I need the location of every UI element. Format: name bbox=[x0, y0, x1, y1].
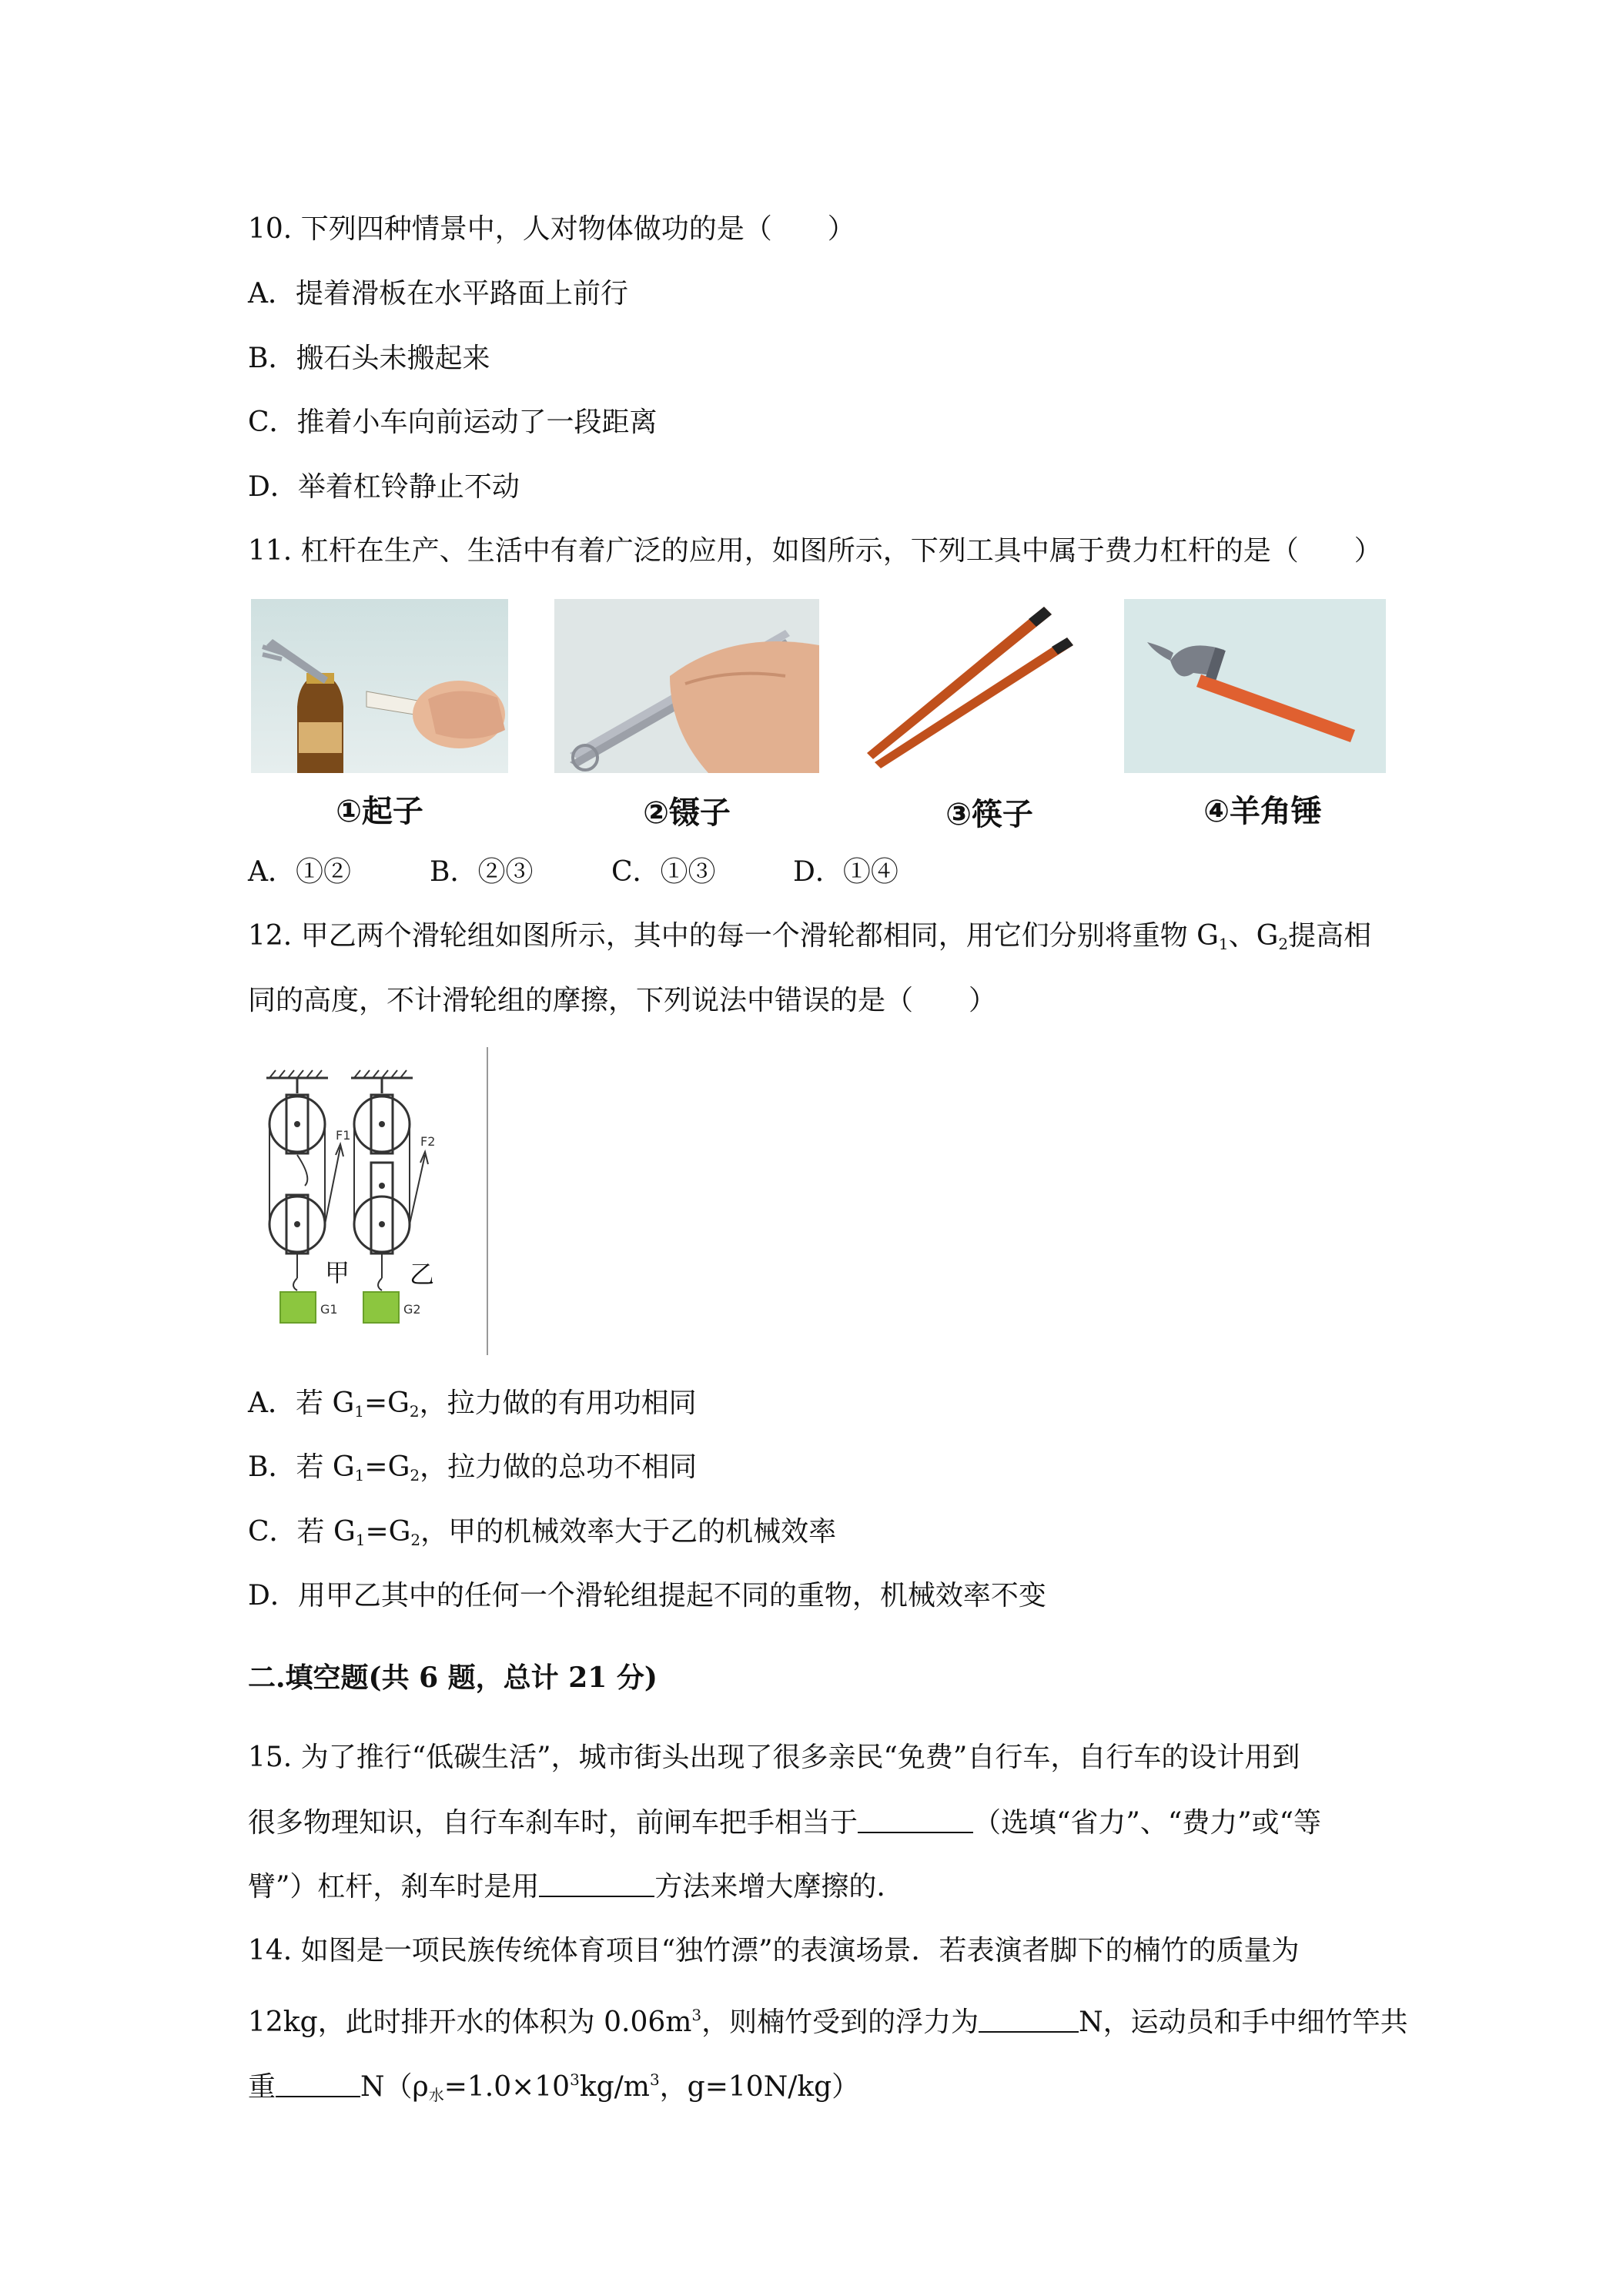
q11-option-a: A．①② bbox=[248, 856, 351, 888]
bottle-opener-image bbox=[251, 599, 508, 773]
q15-line1: 15. 为了推行“低碳生活”，城市街头出现了很多亲民“免费”自行车，自行车的设计用到 bbox=[248, 1742, 1300, 1773]
label-f2: F2 bbox=[420, 1134, 436, 1149]
q15-line2: 很多物理知识，自行车刹车时，前闸车把手相当于 （选填“省力”、“费力”或“等 bbox=[248, 1804, 1321, 1842]
label-f1: F1 bbox=[336, 1128, 351, 1143]
q10-option-b: B．搬石头未搬起来 bbox=[248, 343, 490, 374]
q12-stem-line1: 12. 甲乙两个滑轮组如图所示，其中的每一个滑轮都相同，用它们分别将重物 $G_1$、$G_2$提高相 bbox=[248, 920, 1372, 953]
label-g2: G2 bbox=[403, 1302, 421, 1317]
label-yi: 乙 bbox=[410, 1260, 435, 1289]
q14-line1: 14. 如图是一项民族传统体育项目“独竹漂”的表演场景．若表演者脚下的楠竹的质量为 bbox=[248, 1935, 1300, 1966]
q10-option-c: C．推着小车向前运动了一段距离 bbox=[248, 407, 658, 438]
q12-option-a: A．若 $G_1=G_2$，拉力做的有用功相同 bbox=[248, 1387, 697, 1421]
q12-option-b: B．若 $G_1=G_2$，拉力做的总功不相同 bbox=[248, 1451, 698, 1484]
label-jia: 甲 bbox=[325, 1258, 350, 1287]
chopsticks-image bbox=[859, 599, 1118, 773]
q10-stem: 10. 下列四种情景中，人对物体做功的是（ ） bbox=[248, 213, 855, 245]
q12-stem-line2: 同的高度，不计滑轮组的摩擦，下列说法中错误的是（ ） bbox=[248, 985, 997, 1016]
pulley-system-figure bbox=[251, 1047, 500, 1355]
q12-option-c: C．若 $G_1=G_2$，甲的机械效率大于乙的机械效率 bbox=[248, 1516, 837, 1549]
tweezers-image bbox=[554, 599, 819, 773]
q15-blank-2[interactable] bbox=[539, 1868, 654, 1897]
q12-option-d: D．用甲乙其中的任何一个滑轮组提起不同的重物，机械效率不变 bbox=[248, 1580, 1046, 1612]
q14-line3: 重 $N(\rho_水=1.0\times 10^3kg/m^3$，g=10N/kg） bbox=[248, 2061, 859, 2114]
q10-option-d: D．举着杠铃静止不动 bbox=[248, 471, 520, 503]
q10-option-a: A．提着滑板在水平路面上前行 bbox=[248, 278, 628, 310]
q11-options bbox=[248, 854, 975, 891]
section-title: 二.填空题(共 6 题，总计 21 分) bbox=[248, 1662, 658, 1694]
caption-chopsticks: ③筷子 bbox=[945, 797, 1033, 832]
q14-blank-1[interactable] bbox=[979, 2003, 1079, 2033]
q11-option-d: D．①④ bbox=[793, 856, 899, 888]
q14-line2: 12kg，此时排开水的体积为 $0.06m^3$，则楠竹受到的浮力为 N，运动员和手中细竹竿共 bbox=[248, 1996, 1408, 2041]
claw-hammer-image bbox=[1124, 599, 1386, 773]
q15-line3: 臂”）杠杆，刹车时是用 方法来增大摩擦的. bbox=[248, 1868, 885, 1906]
caption-opener: ①起子 bbox=[336, 794, 423, 829]
label-g1: G1 bbox=[320, 1302, 338, 1317]
q15-blank-1[interactable] bbox=[858, 1804, 973, 1833]
q14-blank-2[interactable] bbox=[276, 2068, 360, 2097]
caption-tweezers: ②镊子 bbox=[643, 795, 731, 831]
q11-option-b: B．②③ bbox=[430, 856, 534, 888]
q11-option-c: C．①③ bbox=[611, 856, 716, 888]
caption-hammer: ④羊角锤 bbox=[1203, 794, 1322, 829]
q11-stem: 11. 杠杆在生产、生活中有着广泛的应用，如图所示，下列工具中属于费力杠杆的是（ ） bbox=[248, 535, 1382, 567]
